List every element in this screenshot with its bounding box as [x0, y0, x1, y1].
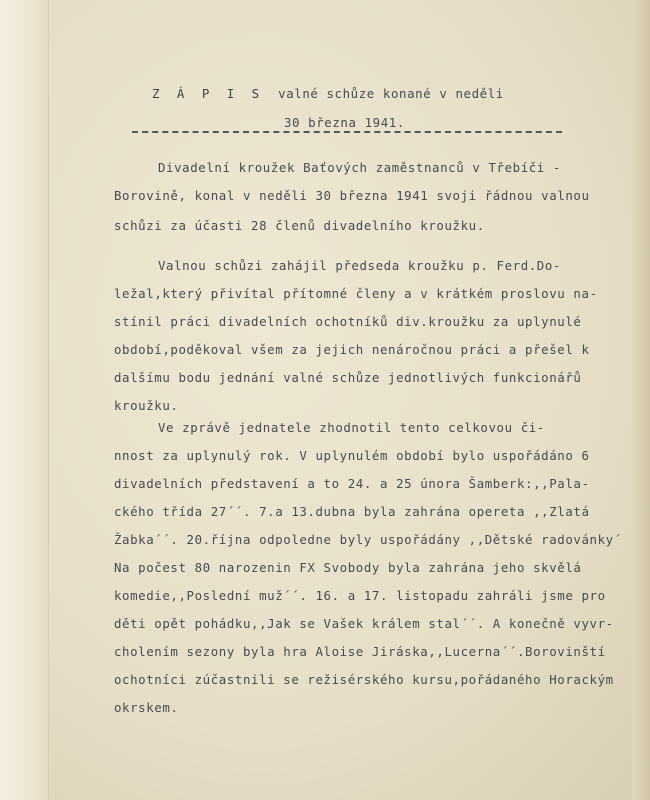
- text-line: Na počest 80 narozenin FX Svobody byla zahrána jeho skvělá: [114, 560, 582, 575]
- text-line: okrskem.: [114, 700, 179, 715]
- text-line: ochotníci zúčastnili se režisérského kursu,pořádaného Horackým: [114, 672, 614, 687]
- text-line: děti opět pohádku,,Jak se Vašek králem stal´´. A konečně vyvr-: [114, 616, 614, 631]
- text-line: Valnou schůzi zahájil předseda kroužku p. Ferd.Do-: [158, 258, 561, 273]
- title-word: Z Á P I S: [152, 86, 265, 101]
- text-line: nnost za uplynulý rok. V uplynulém období bylo uspořádáno 6: [114, 448, 590, 463]
- document-title: [152, 86, 504, 101]
- text-line: schůzi za účasti 28 členů divadelního kroužku.: [114, 218, 485, 233]
- text-line: Žabka´´. 20.října odpoledne byly uspořádány ,,Dětské radovánky´: [114, 532, 622, 547]
- text-line: období,poděkoval všem za jejich nenáročnou práci a přešel k: [114, 342, 590, 357]
- text-line: stínil práci divadelních ochotníků div.kroužku za uplynulé: [114, 314, 582, 329]
- title-rest: valné schůze konané v neděli: [278, 86, 504, 101]
- text-line: kroužku.: [114, 398, 179, 413]
- text-line: Divadelní kroužek Baťových zaměstnanců v Třebíči -: [158, 160, 561, 175]
- text-line: Ve zprávě jednatele zhodnotil tento celkovou či-: [158, 420, 545, 435]
- text-line: ležal,který přivítal přítomné členy a v krátkém proslovu na-: [114, 286, 598, 301]
- text-line: divadelních představení a to 24. a 25 února Šamberk:,,Pala-: [114, 476, 590, 491]
- text-line: komedie,,Poslední muž´´. 16. a 17. listopadu zahráli jsme pro: [114, 588, 606, 603]
- title-date: 30 března 1941.: [284, 115, 405, 130]
- typewritten-sheet: [48, 0, 632, 800]
- underlying-page-edge: [0, 0, 49, 800]
- text-line: ckého třída 27´´. 7.a 13.dubna byla zahrána opereta ,,Zlatá: [114, 504, 590, 519]
- text-line: cholením sezony byla hra Aloise Jiráska,,Lucerna´´.Borovinští: [114, 644, 606, 659]
- text-line: Borovině, konal v neděli 30 března 1941 svoji řádnou valnou: [114, 188, 590, 203]
- text-line: dalšímu bodu jednání valné schůze jednotlivých funkcionářů: [114, 370, 582, 385]
- page-shadow-edge: [632, 0, 650, 800]
- title-divider: [132, 131, 562, 133]
